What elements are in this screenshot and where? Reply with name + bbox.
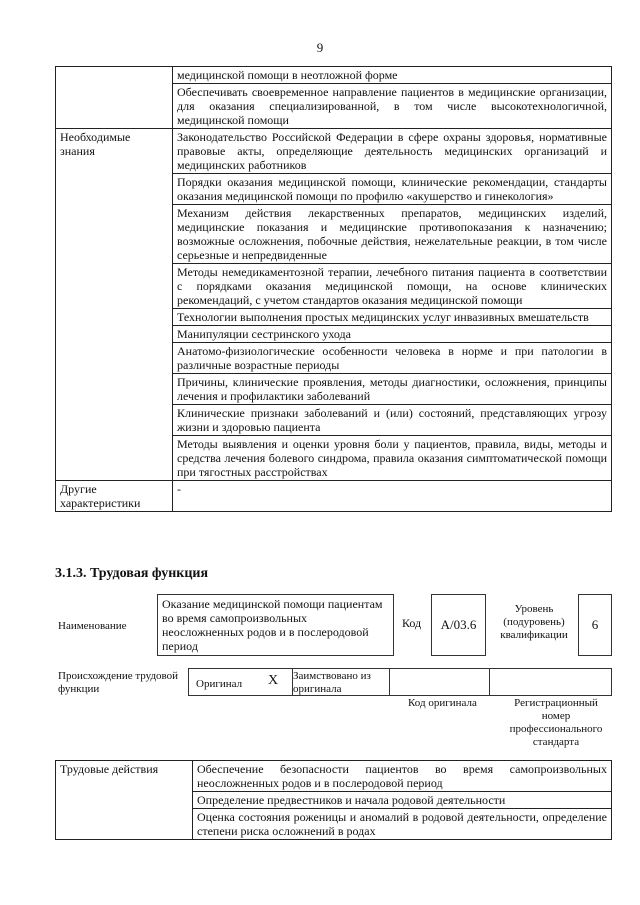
- origin-row: [188, 668, 612, 696]
- table-row: [56, 67, 612, 84]
- level-box: 6: [578, 594, 612, 656]
- table-cell: медицинской помощи в неотложной форме: [173, 67, 612, 84]
- table-cell: Законодательство Российской Федерации в сфере охраны здоровья, нормативные правовые акты, определяющие деятельность медицинских организаций и медицинских работников: [173, 129, 612, 174]
- origin-label: Происхождение трудовой функции: [58, 670, 179, 695]
- table-cell: Анатомо-физиологические особенности человека в норме и при патологии в различные возрастные периоды: [173, 343, 612, 374]
- table-cell: Оценка состояния роженицы и аномалий в родовой деятельности, определение степени риска осложнений в родах: [193, 809, 612, 840]
- code-original-label: Код оригинала: [408, 697, 477, 709]
- table-cell: Обеспечивать своевременное направление пациентов в медицинские организации, для оказания специализированной, в том числе высокотехнологичной, медицинской помощи: [173, 84, 612, 129]
- divider: [489, 669, 490, 695]
- table-cell: Порядки оказания медицинской помощи, клинические рекомендации, стандарты оказания медицинской помощи по профилю «акушерство и гинекология»: [173, 174, 612, 205]
- row-label: Другие характеристики: [56, 481, 173, 512]
- table-cell: Причины, клинические проявления, методы диагностики, осложнения, принципы лечения и профилактики заболеваний: [173, 374, 612, 405]
- level-label: Уровень (подуровень) квалификации: [500, 603, 568, 641]
- table-row: [56, 481, 612, 512]
- reg-number-label: Регистрационный номер профессионального стандарта: [509, 697, 603, 748]
- function-name-box: Оказание медицинской помощи пациентам во время самопроизвольных неосложненных родов и в послеродовой период: [157, 594, 394, 656]
- row-label: Необходимые знания: [56, 129, 173, 481]
- name-label: Наименование: [58, 620, 127, 632]
- row-label: [56, 67, 173, 129]
- table-cell: Манипуляции сестринского ухода: [173, 326, 612, 343]
- table-cell: Методы выявления и оценки уровня боли у пациентов, правила, виды, методы и средства лечения болевого синдрома, правила оказания симптоматической помощи при тягостных расстройствах: [173, 436, 612, 481]
- table-cell: Методы немедикаментозной терапии, лечебного питания пациента в соответствии с порядками оказания медицинской помощи, на основе клинических рекомендаций, с учетом стандартов оказания медицинской помощи: [173, 264, 612, 309]
- original-mark: X: [268, 673, 279, 688]
- function-code-box: A/03.6: [431, 594, 486, 656]
- borrowed-label: Заимствовано из оригинала: [293, 670, 371, 695]
- table-cell: Механизм действия лекарственных препаратов, медицинских изделий, медицинские показания и медицинские противопоказания к назначению; возможные осложнения, побочные действия, нежелательные реакции, в том числе серьезные и непредвиденные: [173, 205, 612, 264]
- table-cell: Технологии выполнения простых медицинских услуг инвазивных вмешательств: [173, 309, 612, 326]
- page-number: 9: [316, 40, 324, 55]
- table-cell: Клинические признаки заболеваний и (или) состояний, представляющих угрозу жизни и здоровью пациента: [173, 405, 612, 436]
- labor-actions-table: [55, 760, 612, 840]
- table-row: [56, 129, 612, 174]
- original-label: Оригинал: [196, 678, 243, 690]
- code-label: Код: [402, 616, 422, 630]
- divider: [389, 669, 390, 695]
- row-label: Трудовые действия: [56, 761, 193, 840]
- table-row: [56, 761, 612, 792]
- table-cell: Определение предвестников и начала родовой деятельности: [193, 792, 612, 809]
- table-cell: Обеспечение безопасности пациентов во время самопроизвольных неосложненных родов и в послеродовой период: [193, 761, 612, 792]
- section-title: 3.1.3. Трудовая функция: [55, 566, 209, 581]
- knowledge-table: [55, 66, 612, 512]
- table-cell: -: [173, 481, 612, 512]
